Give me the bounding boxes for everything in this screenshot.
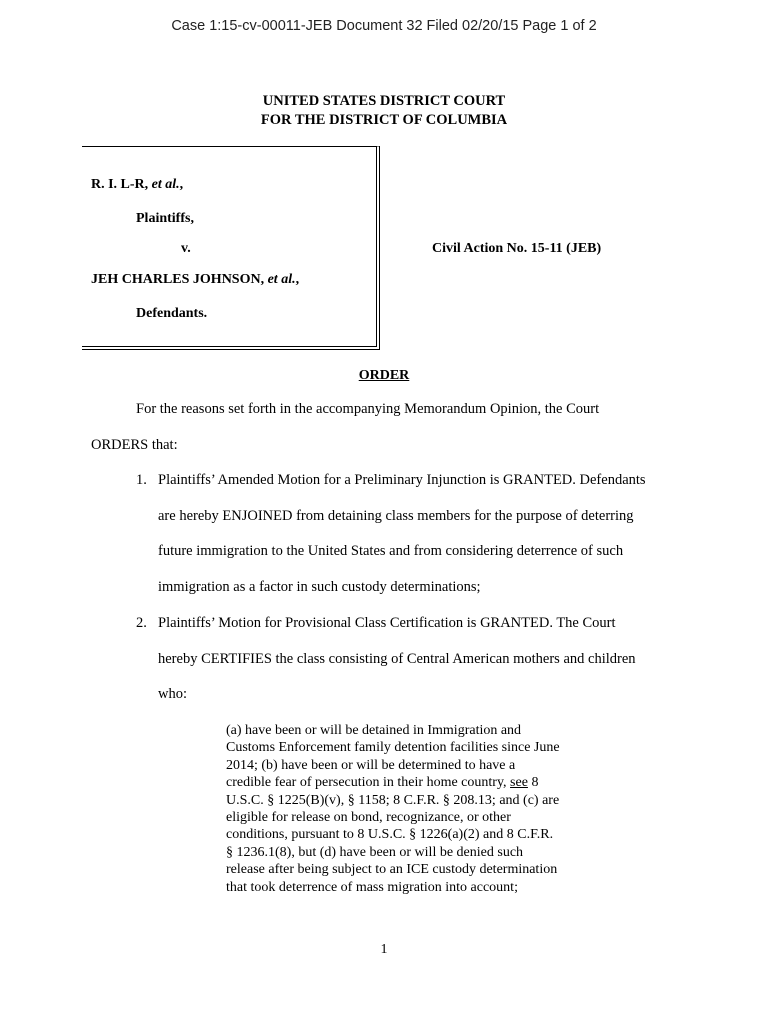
class-definition-line: U.S.C. § 1225(B)(v), § 1158; 8 C.F.R. § 208.13; and (c) are: [226, 792, 560, 808]
class-definition-line: [226, 774, 596, 791]
defendant-name: [91, 272, 299, 288]
item-1-line-4: immigration as a factor in such custody determinations;: [158, 579, 481, 595]
class-definition-text: credible fear of persecution in their home country,: [226, 775, 511, 791]
see-citation-signal: see: [510, 775, 528, 791]
item-2-number: 2.: [136, 615, 147, 631]
class-definition-line: that took deterrence of mass migration into account;: [226, 879, 518, 895]
class-definition-line: § 1236.1(8), but (d) have been or will be denied such: [226, 844, 524, 860]
class-definition-block: [226, 722, 596, 896]
civil-action-number: Civil Action No. 15-11 (JEB): [432, 241, 602, 256]
item-1-line-2: are hereby ENJOINED from detaining class members for the purpose of deterring: [158, 508, 634, 524]
defendant-etal: et al.: [267, 272, 296, 287]
plaintiffs-label: Plaintiffs,: [136, 211, 194, 226]
class-definition-line: Customs Enforcement family detention facilities since June: [226, 740, 560, 756]
class-definition-line: (a) have been or will be detained in Immigration and: [226, 723, 522, 738]
plaintiff-comma: ,: [179, 177, 184, 192]
filing-header: Case 1:15-cv-00011-JEB Document 32 Filed 02/20/15 Page 1 of 2: [171, 18, 597, 34]
intro-line-2: ORDERS that:: [91, 437, 178, 453]
defendant-comma: ,: [295, 272, 300, 287]
court-name-line1: UNITED STATES DISTRICT COURT: [262, 93, 506, 109]
plaintiff-name-text: R. I. L-R,: [91, 177, 149, 192]
plaintiff-etal: et al.: [151, 177, 180, 192]
court-name-line2: FOR THE DISTRICT OF COLUMBIA: [260, 112, 508, 128]
class-definition-line: 2014; (b) have been or will be determined to have a: [226, 757, 516, 773]
item-2-line-2: hereby CERTIFIES the class consisting of Central American mothers and children: [158, 651, 636, 667]
defendant-name-text: JEH CHARLES JOHNSON,: [91, 272, 265, 287]
item-1-line-1: Plaintiffs’ Amended Motion for a Preliminary Injunction is GRANTED. Defendants: [158, 472, 646, 488]
order-title: ORDER: [358, 368, 410, 383]
item-2-line-1: Plaintiffs’ Motion for Provisional Class Certification is GRANTED. The Court: [158, 615, 616, 631]
item-1-number: 1.: [136, 472, 147, 488]
class-definition-line: release after being subject to an ICE custody determination: [226, 862, 558, 878]
class-definition-text: 8: [527, 775, 539, 791]
item-2-line-3: who:: [158, 686, 187, 702]
intro-line-1: For the reasons set forth in the accompanying Memorandum Opinion, the Court: [136, 401, 600, 417]
defendants-label: Defendants.: [136, 306, 208, 321]
item-1-line-3: future immigration to the United States and from considering deterrence of such: [158, 543, 624, 559]
class-definition-line: conditions, pursuant to 8 U.S.C. § 1226(a)(2) and 8 C.F.R.: [226, 827, 554, 843]
plaintiff-name: [91, 177, 183, 193]
versus-label: v.: [181, 241, 191, 256]
class-definition-line: eligible for release on bond, recognizance, or other: [226, 810, 511, 826]
page-number: 1: [380, 942, 388, 957]
